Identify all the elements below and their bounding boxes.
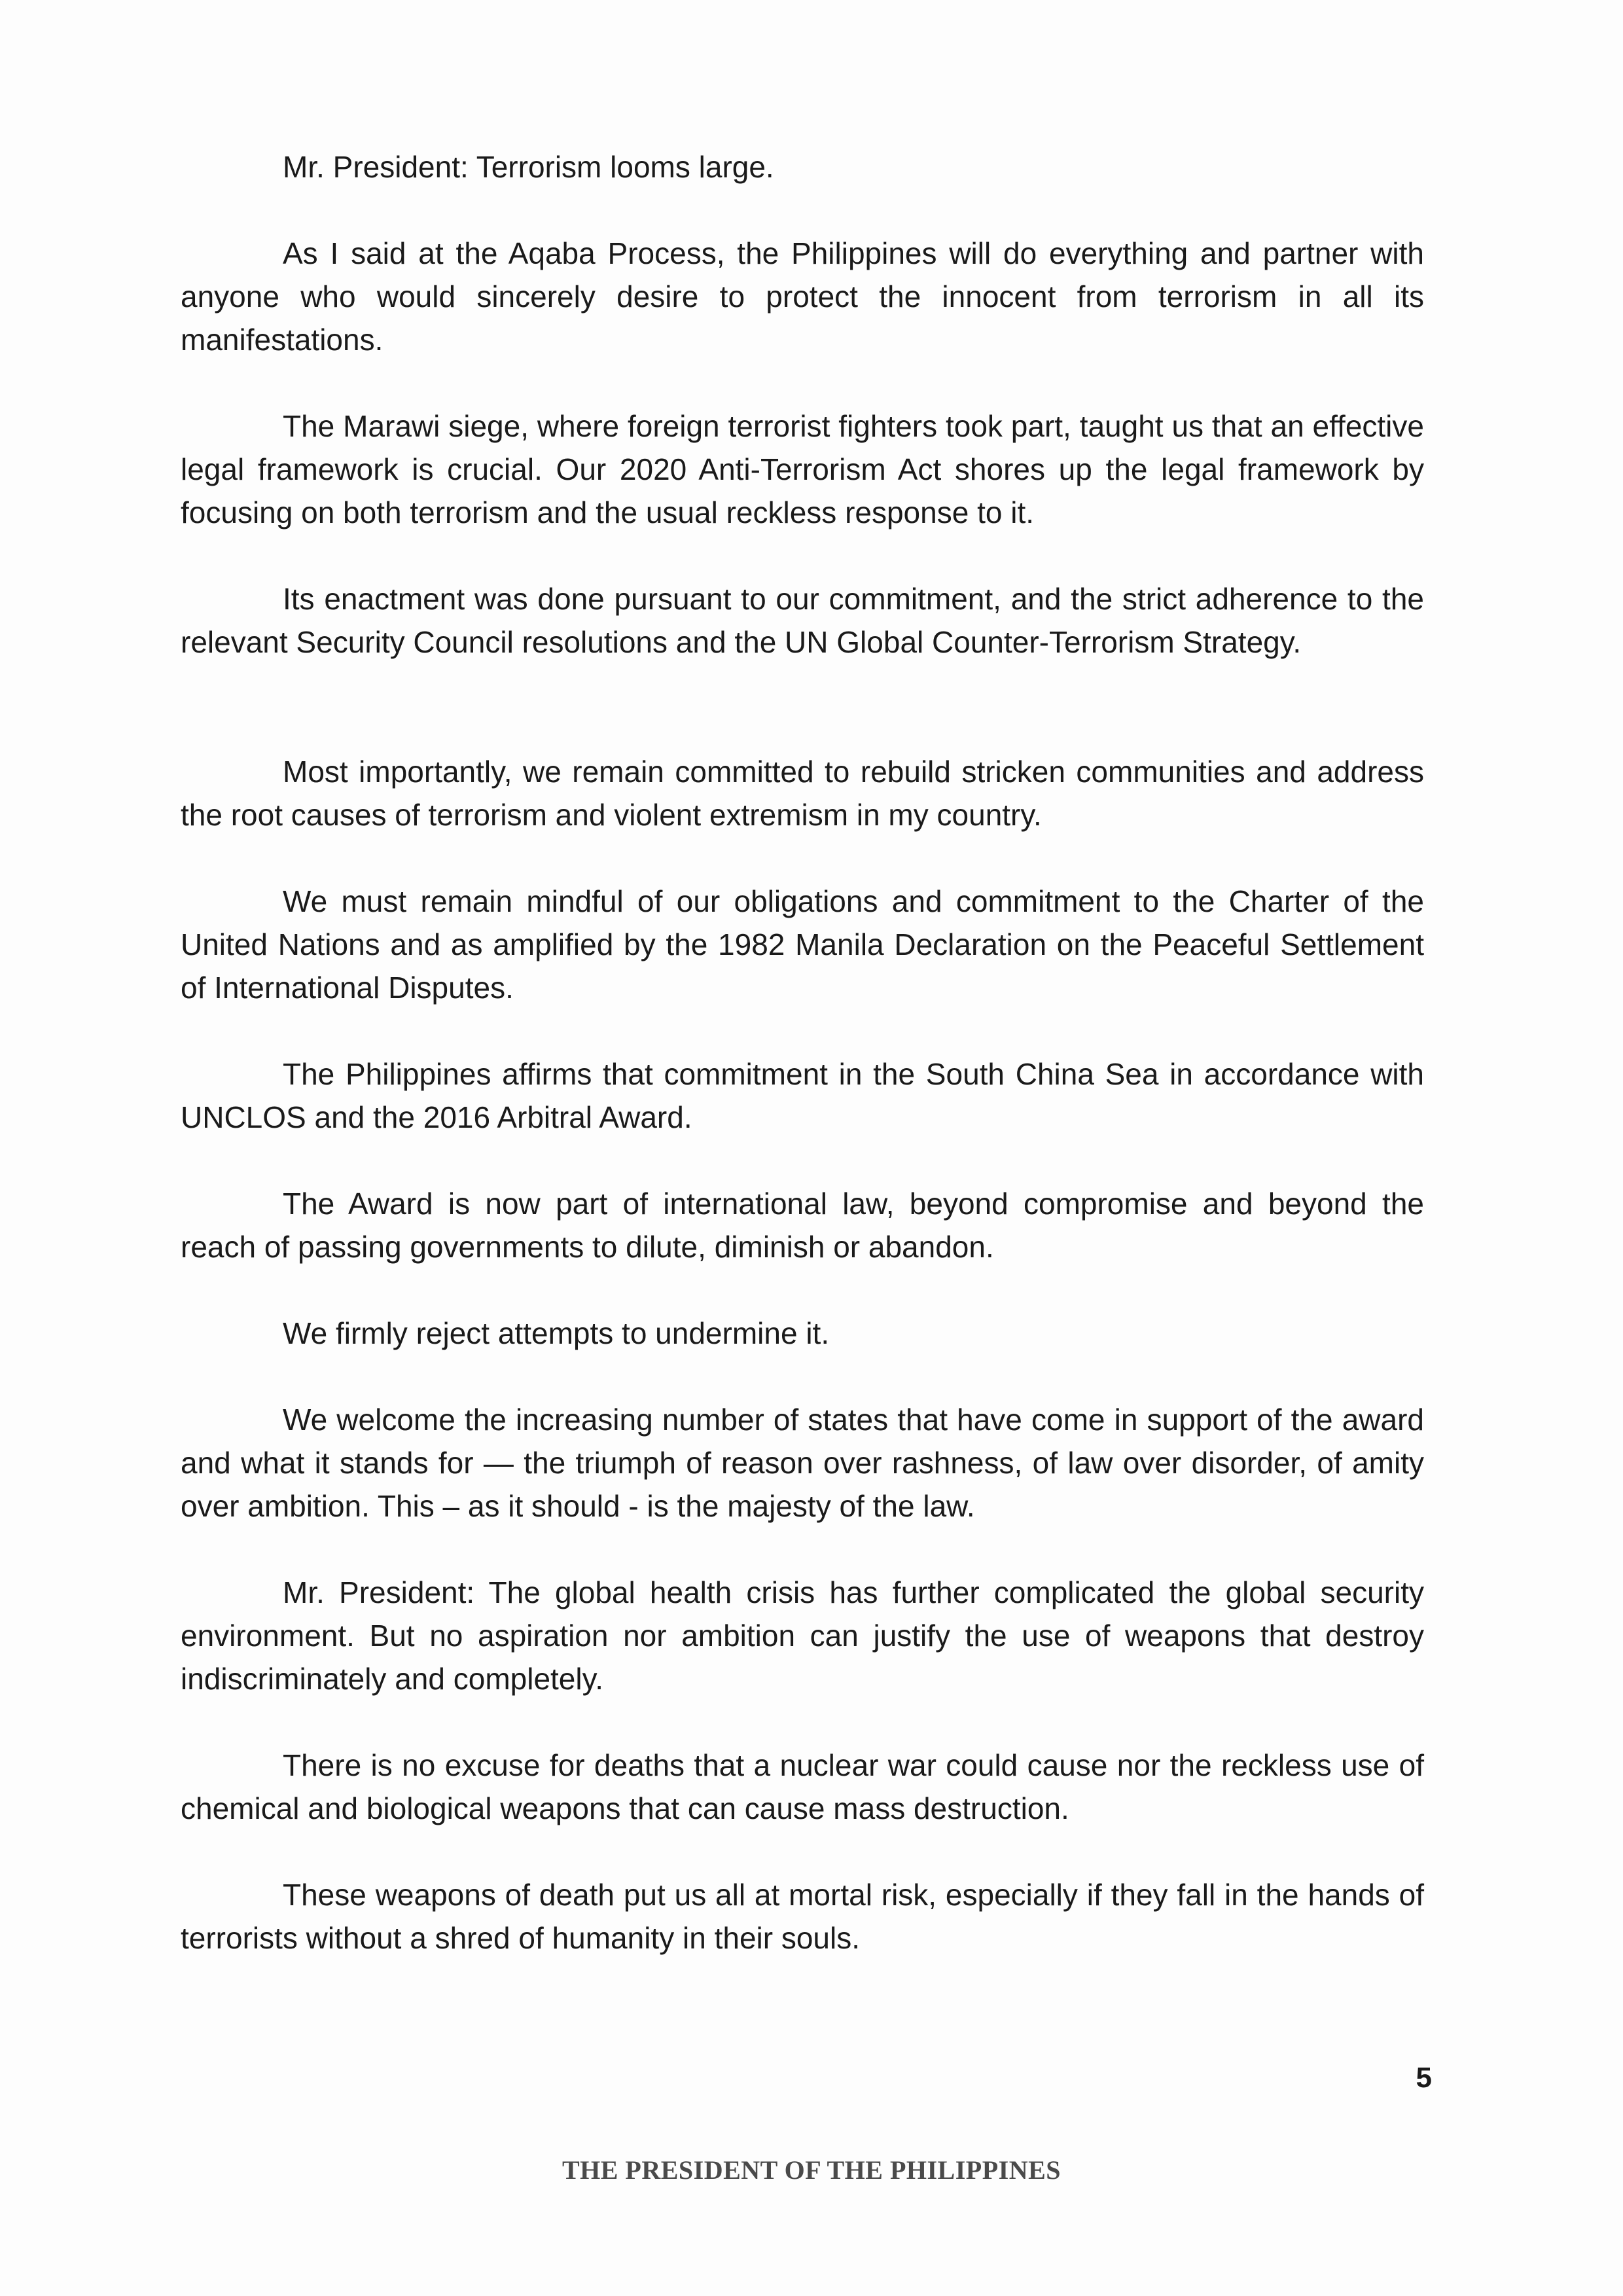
paragraph-9: We firmly reject attempts to undermine it. <box>283 1316 830 1350</box>
paragraph-6: We must remain mindful of our obligations and commitment to the Charter of the United Nations and as amplified by the 1982 Manila Declaration on the Peaceful Settlement of International Disputes. <box>181 884 1424 1005</box>
paragraph-11: Mr. President: The global health crisis has further complicated the global security environment. But no aspiration nor ambition can justify the use of weapons that destroy indiscriminately and completely. <box>181 1575 1424 1696</box>
paragraph-5: Most importantly, we remain committed to rebuild stricken communities and address the root causes of terrorism and violent extremism in my country. <box>181 755 1424 832</box>
paragraph-7: The Philippines affirms that commitment in the South China Sea in accordance with UNCLOS and the 2016 Arbitral Award. <box>181 1057 1424 1134</box>
paragraph-8: The Award is now part of international law, beyond compromise and beyond the reach of passing governments to dilute, diminish or abandon. <box>181 1187 1424 1264</box>
paragraph-4: Its enactment was done pursuant to our commitment, and the strict adherence to the relevant Security Council resolutions and the UN Global Counter-Terrorism Strategy. <box>181 582 1424 659</box>
paragraph-10: We welcome the increasing number of states that have come in support of the award and what it stands for — the triumph of reason over rashness, of law over disorder, of amity over ambition. This – as it should - is the majesty of the law. <box>181 1403 1424 1523</box>
paragraph-12: There is no excuse for deaths that a nuclear war could cause nor the reckless use of chemical and biological weapons that can cause mass destruction. <box>181 1748 1424 1825</box>
paragraph-3: The Marawi siege, where foreign terrorist fighters took part, taught us that an effective legal framework is crucial. Our 2020 Anti-Terrorism Act shores up the legal framework by focusing on both terrorism and the usual reckless response to it. <box>181 409 1424 529</box>
paragraph-13: These weapons of death put us all at mortal risk, especially if they fall in the hands of terrorists without a shred of humanity in their souls. <box>181 1878 1424 1955</box>
page-number: 5 <box>1416 2062 1432 2094</box>
paragraph-1: Mr. President: Terrorism looms large. <box>283 150 774 184</box>
footer-title: THE PRESIDENT OF THE PHILIPPINES <box>562 2155 1061 2185</box>
paragraph-2: As I said at the Aqaba Process, the Philippines will do everything and partner with anyone who would sincerely desire to protect the innocent from terrorism in all its manifestations. <box>181 236 1424 357</box>
